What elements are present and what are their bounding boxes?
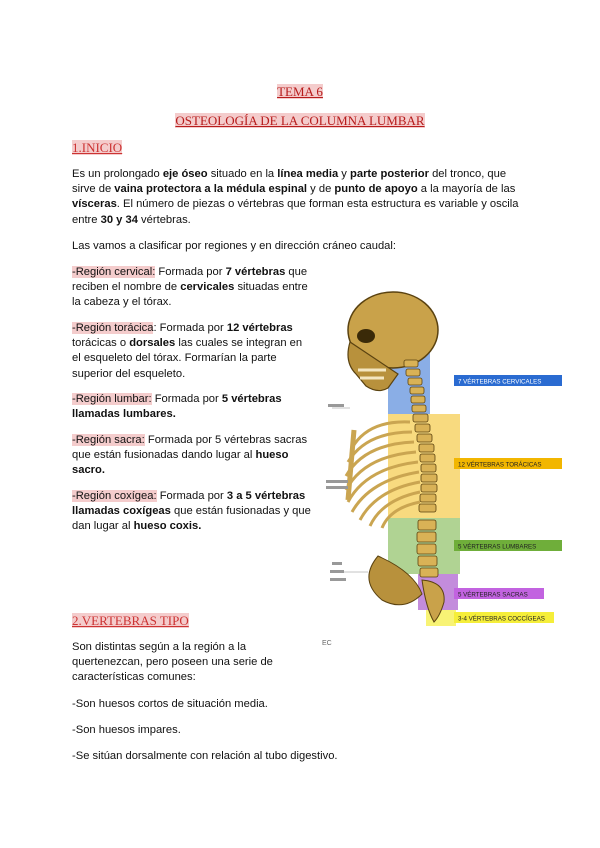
figure-corner-mark: EC [322, 640, 332, 647]
section-heading-inicio: 1.INICIO [72, 140, 123, 155]
spine-illustration [318, 290, 564, 650]
label-cervical [454, 375, 562, 386]
sternum [348, 430, 354, 500]
list-item: -Se sitúan dorsalmente con relación al tubo digestivo. [72, 750, 338, 762]
label-toracica [454, 458, 562, 469]
intro-paragraph: Es un prolongado eje óseo situado en la línea media y parte posterior del tronco, que sirve de vaina protectora a la médula espinal y de punto de apoyo a la mayoría de las vísceras. El número de piezas o vértebras que forman esta estructura es variable y oscila entre 30 y 34 vértebras. [72, 168, 519, 226]
list-item: -Son huesos impares. [72, 724, 181, 736]
region-cervical: -Región cervical: Formada por 7 vértebras que reciben el nombre de cervicales situadas entre la cabeza y el tórax. [72, 266, 308, 309]
spine-figure-svg [318, 290, 564, 650]
svg-text:12 VÉRTEBRAS TORÁCICAS: 12 VÉRTEBRAS TORÁCICAS [458, 461, 542, 469]
label-lumbar [454, 540, 562, 551]
label-sacra [454, 588, 544, 599]
svg-text:5 VÉRTEBRAS SACRAS: 5 VÉRTEBRAS SACRAS [458, 591, 528, 599]
region-sacra: -Región sacra: Formada por 5 vértebras sacras que están fusionadas dando lugar al hueso sacro. [72, 434, 308, 477]
document-subtitle: OSTEOLOGÍA DE LA COLUMNA LUMBAR [175, 113, 425, 128]
region-toracica: -Región torácica: Formada por 12 vértebras torácicas o dorsales las cuales se integran en el esqueleto del tórax. Formarían la parte superior del esqueleto. [72, 322, 303, 380]
section2-intro: Son distintas según a la región a la quertenezcan, pero poseen una serie de características comunes: [72, 641, 273, 684]
svg-text:7 VÉRTEBRAS CERVICALES: 7 VÉRTEBRAS CERVICALES [458, 378, 542, 386]
label-coccigea [454, 612, 554, 623]
region-lumbar: -Región lumbar: Formada por 5 vértebras llamadas lumbares. [72, 393, 282, 421]
svg-text:5 VÉRTEBRAS LUMBARES: 5 VÉRTEBRAS LUMBARES [458, 543, 537, 551]
document-title: TEMA 6 [277, 84, 323, 99]
region-coxigea: -Región coxígea: Formada por 3 a 5 vértebras llamadas coxígeas que están fusionadas y que dan lugar al hueso coxis. [72, 490, 311, 533]
classify-paragraph: Las vamos a clasificar por regiones y en dirección cráneo caudal: [72, 240, 396, 252]
list-item: -Son huesos cortos de situación media. [72, 698, 268, 710]
section-heading-vertebras-tipo: 2.VERTEBRAS TIPO [72, 613, 189, 628]
svg-text:3-4 VÉRTEBRAS COCCÍGEAS: 3-4 VÉRTEBRAS COCCÍGEAS [458, 615, 545, 623]
